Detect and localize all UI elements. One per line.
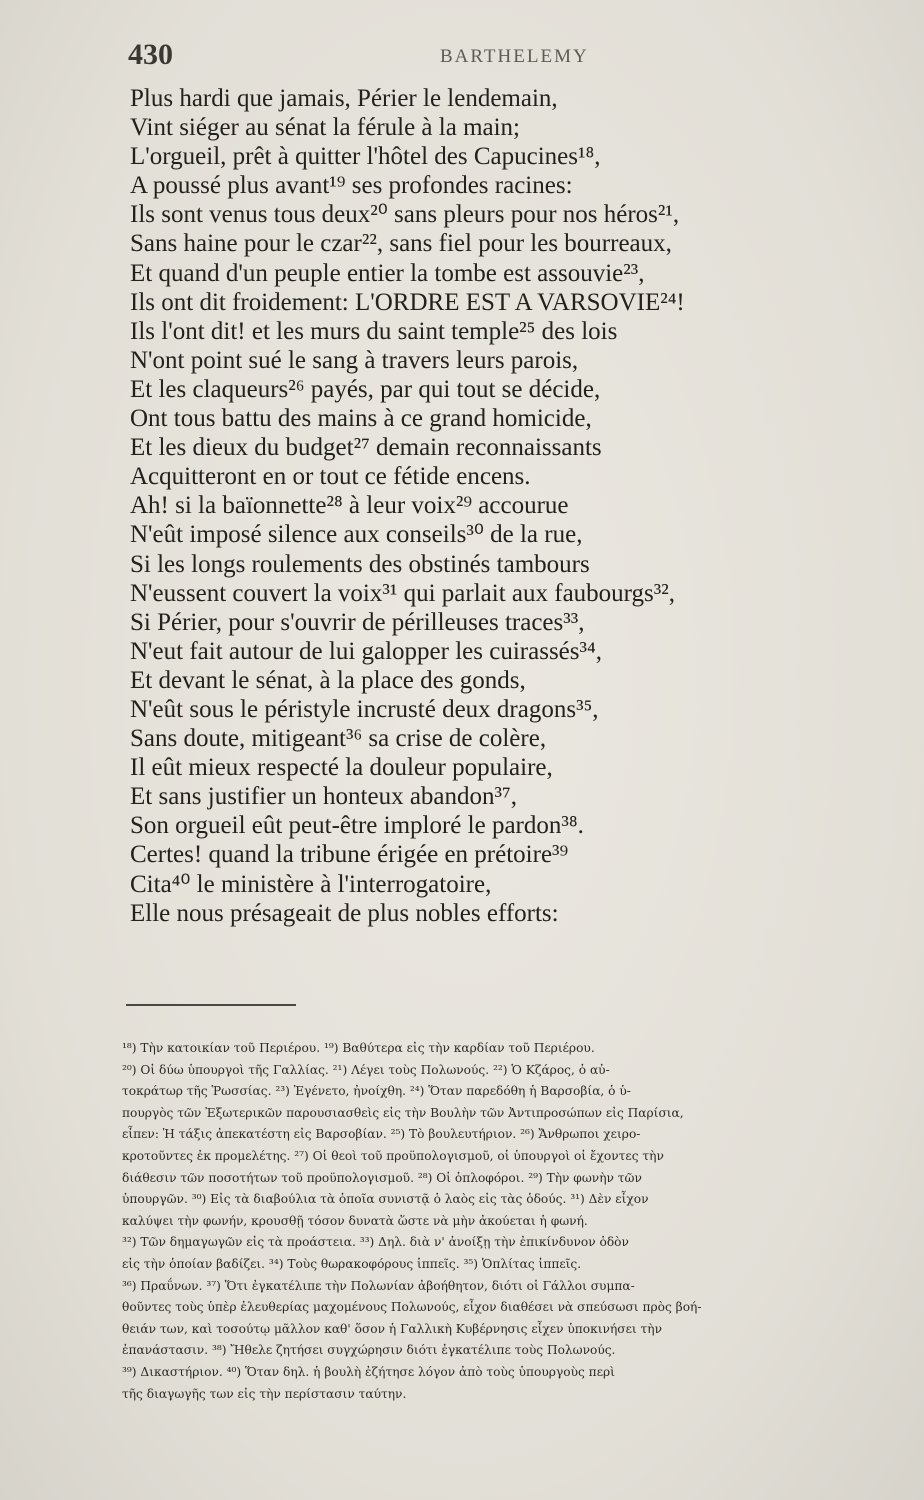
page-number: 430 bbox=[128, 38, 173, 71]
footnote-line: εἰς τὴν ὁποίαν βαδίζει. ³⁴) Τοὺς θωρακοφόρους ἱππεῖς. ³⁵) Ὁπλίτας ἱππεῖς. bbox=[122, 1256, 582, 1271]
verse-line: Ils l'ont dit! et les murs du saint temple²⁵ des lois bbox=[130, 317, 618, 345]
verse-line: Son orgueil eût peut-être imploré le pardon³⁸. bbox=[130, 812, 584, 840]
footnote-line: εἶπεν: Ἡ τάξις ἀπεκατέστη εἰς Βαρσοβίαν. ²⁵) Τὸ βουλευτήριον. ²⁶) Ἄνθρωποι χειρο- bbox=[122, 1127, 641, 1142]
footnote-line: ³²) Τῶν δημαγωγῶν εἰς τὰ προάστεια. ³³) Δηλ. διὰ ν' ἀνοίξῃ τὴν ἐπικίνδυνον ὁδὸν bbox=[122, 1235, 629, 1250]
poem-body bbox=[130, 84, 770, 928]
verse-line: Ont tous battu des mains à ce grand homicide, bbox=[130, 405, 592, 433]
verse-line: Ils ont dit froidement: L'ORDRE EST A VARSOVIE²⁴! bbox=[130, 288, 685, 316]
verse-line: Ils sont venus tous deux²⁰ sans pleurs pour nos héros²¹, bbox=[130, 201, 680, 229]
verse-line: N'eut fait autour de lui galopper les cuirassés³⁴, bbox=[130, 637, 602, 665]
verse-line: N'eussent couvert la voix³¹ qui parlait aux faubourgs³², bbox=[130, 579, 676, 607]
verse-line: N'eût sous le péristyle incrusté deux dragons³⁵, bbox=[130, 695, 599, 723]
verse-line: Et quand d'un peuple entier la tombe est assouvie²³, bbox=[130, 259, 645, 287]
footnote-line: θοῦντες τοὺς ὑπὲρ ἐλευθερίας μαχομένους Πολωνούς, εἶχον διαθέσει νὰ σπεύσωσι πρὸς βοή- bbox=[122, 1300, 702, 1315]
page-header bbox=[0, 38, 924, 78]
verse-line: Sans doute, mitigeant³⁶ sa crise de colère, bbox=[130, 725, 547, 753]
footnote-line: ²⁰) Οἱ δύω ὑπουργοὶ τῆς Γαλλίας. ²¹) Λέγει τοὺς Πολωνούς. ²²) Ὁ Κζάρος, ὁ αὐ- bbox=[122, 1062, 610, 1077]
verse-line: L'orgueil, prêt à quitter l'hôtel des Capucines¹⁸, bbox=[130, 143, 601, 171]
verse-line: A poussé plus avant¹⁹ ses profondes racines: bbox=[130, 172, 573, 200]
verse-line: Et sans justifier un honteux abandon³⁷, bbox=[130, 783, 517, 811]
verse-line: N'eût imposé silence aux conseils³⁰ de la rue, bbox=[130, 521, 583, 549]
verse-line: Si les longs roulements des obstinés tambours bbox=[130, 550, 590, 578]
verse-line: Elle nous présageait de plus nobles efforts: bbox=[130, 899, 559, 927]
footnote-line: θειάν των, καὶ τοσούτῳ μᾶλλον καθ' ὅσον ἡ Γαλλικὴ Κυβέρνησις εἶχεν ὑποκινήσει τὴν bbox=[122, 1321, 662, 1336]
verse-line: Et devant le sénat, à la place des gonds, bbox=[130, 666, 526, 694]
running-head: BARTHELEMY bbox=[440, 46, 589, 67]
footnote-line: διάθεσιν τῶν ποσοτήτων τοῦ προϋπολογισμοῦ. ²⁸) Οἱ ὁπλοφόροι. ²⁹) Τὴν φωνὴν τῶν bbox=[122, 1170, 642, 1185]
verse-line: Si Périer, pour s'ouvrir de périlleuses traces³³, bbox=[130, 608, 585, 636]
verse-line: N'ont point sué le sang à travers leurs parois, bbox=[130, 346, 579, 374]
verse-line: Sans haine pour le czar²², sans fiel pour les bourreaux, bbox=[130, 230, 672, 258]
verse-line: Ah! si la baïonnette²⁸ à leur voix²⁹ accourue bbox=[130, 492, 569, 520]
verse-line: Et les claqueurs²⁶ payés, par qui tout se décide, bbox=[130, 375, 601, 403]
footnote-line: τοκράτωρ τῆς Ῥωσσίας. ²³) Ἐγένετο, ἠνοίχθη. ²⁴) Ὅταν παρεδόθη ἡ Βαρσοβία, ὁ ὑ- bbox=[122, 1084, 631, 1099]
verse-line: Et les dieux du budget²⁷ demain reconnaissants bbox=[130, 434, 602, 462]
footnote-line: καλύψει τὴν φωνήν, κρουσθῇ τόσον δυνατὰ ὥστε νὰ μὴν ἀκούεται ἡ φωνή. bbox=[122, 1213, 588, 1228]
footnotes bbox=[122, 1038, 880, 1405]
verse-line: Il eût mieux respecté la douleur populaire, bbox=[130, 754, 553, 782]
footnote-line: ὑπουργῶν. ³⁰) Εἰς τὰ διαβούλια τὰ ὁποῖα συνιστᾷ ὁ λαὸς εἰς τὰς ὁδούς. ³¹) Δὲν εἶχον bbox=[122, 1192, 649, 1207]
footnote-line: πουργὸς τῶν Ἐξωτερικῶν παρουσιασθεὶς εἰς τὴν Βουλὴν τῶν Ἀντιπροσώπων εἰς Παρίσια, bbox=[122, 1105, 684, 1120]
verse-line: Acquitteront en or tout ce fétide encens. bbox=[130, 463, 531, 491]
footnote-line: τῆς διαγωγῆς των εἰς τὴν περίστασιν ταύτην. bbox=[122, 1386, 407, 1401]
footnote-separator bbox=[126, 1004, 296, 1006]
verse-line: Cita⁴⁰ le ministère à l'interrogatoire, bbox=[130, 870, 492, 898]
footnote-line: ³⁹) Δικαστήριον. ⁴⁰) Ὅταν δηλ. ἡ βουλὴ ἐζήτησε λόγον ἀπὸ τοὺς ὑπουργοὺς περὶ bbox=[122, 1364, 615, 1379]
verse-line: Certes! quand la tribune érigée en prétoire³⁹ bbox=[130, 841, 569, 869]
footnote-line: ³⁶) Πραΰνων. ³⁷) Ὅτι ἐγκατέλιπε τὴν Πολωνίαν ἀβοήθητον, διότι οἱ Γάλλοι συμπα- bbox=[122, 1278, 635, 1293]
footnote-line: ἐπανάστασιν. ³⁸) Ἤθελε ζητήσει συγχώρησιν διότι ἐγκατέλιπε τοὺς Πολωνούς. bbox=[122, 1343, 616, 1358]
footnote-line: κροτοῦντες ἐκ προμελέτης. ²⁷) Οἱ θεοὶ τοῦ προϋπολογισμοῦ, οἱ ὑπουργοὶ οἱ ἔχοντες τὴν bbox=[122, 1148, 664, 1163]
footnote-line: ¹⁸) Τὴν κατοικίαν τοῦ Περιέρου. ¹⁹) Βαθύτερα εἰς τὴν καρδίαν τοῦ Περιέρου. bbox=[122, 1041, 595, 1055]
verse-line: Plus hardi que jamais, Périer le lendemain, bbox=[130, 85, 558, 112]
verse-line: Vint siéger au sénat la férule à la main; bbox=[130, 114, 521, 142]
